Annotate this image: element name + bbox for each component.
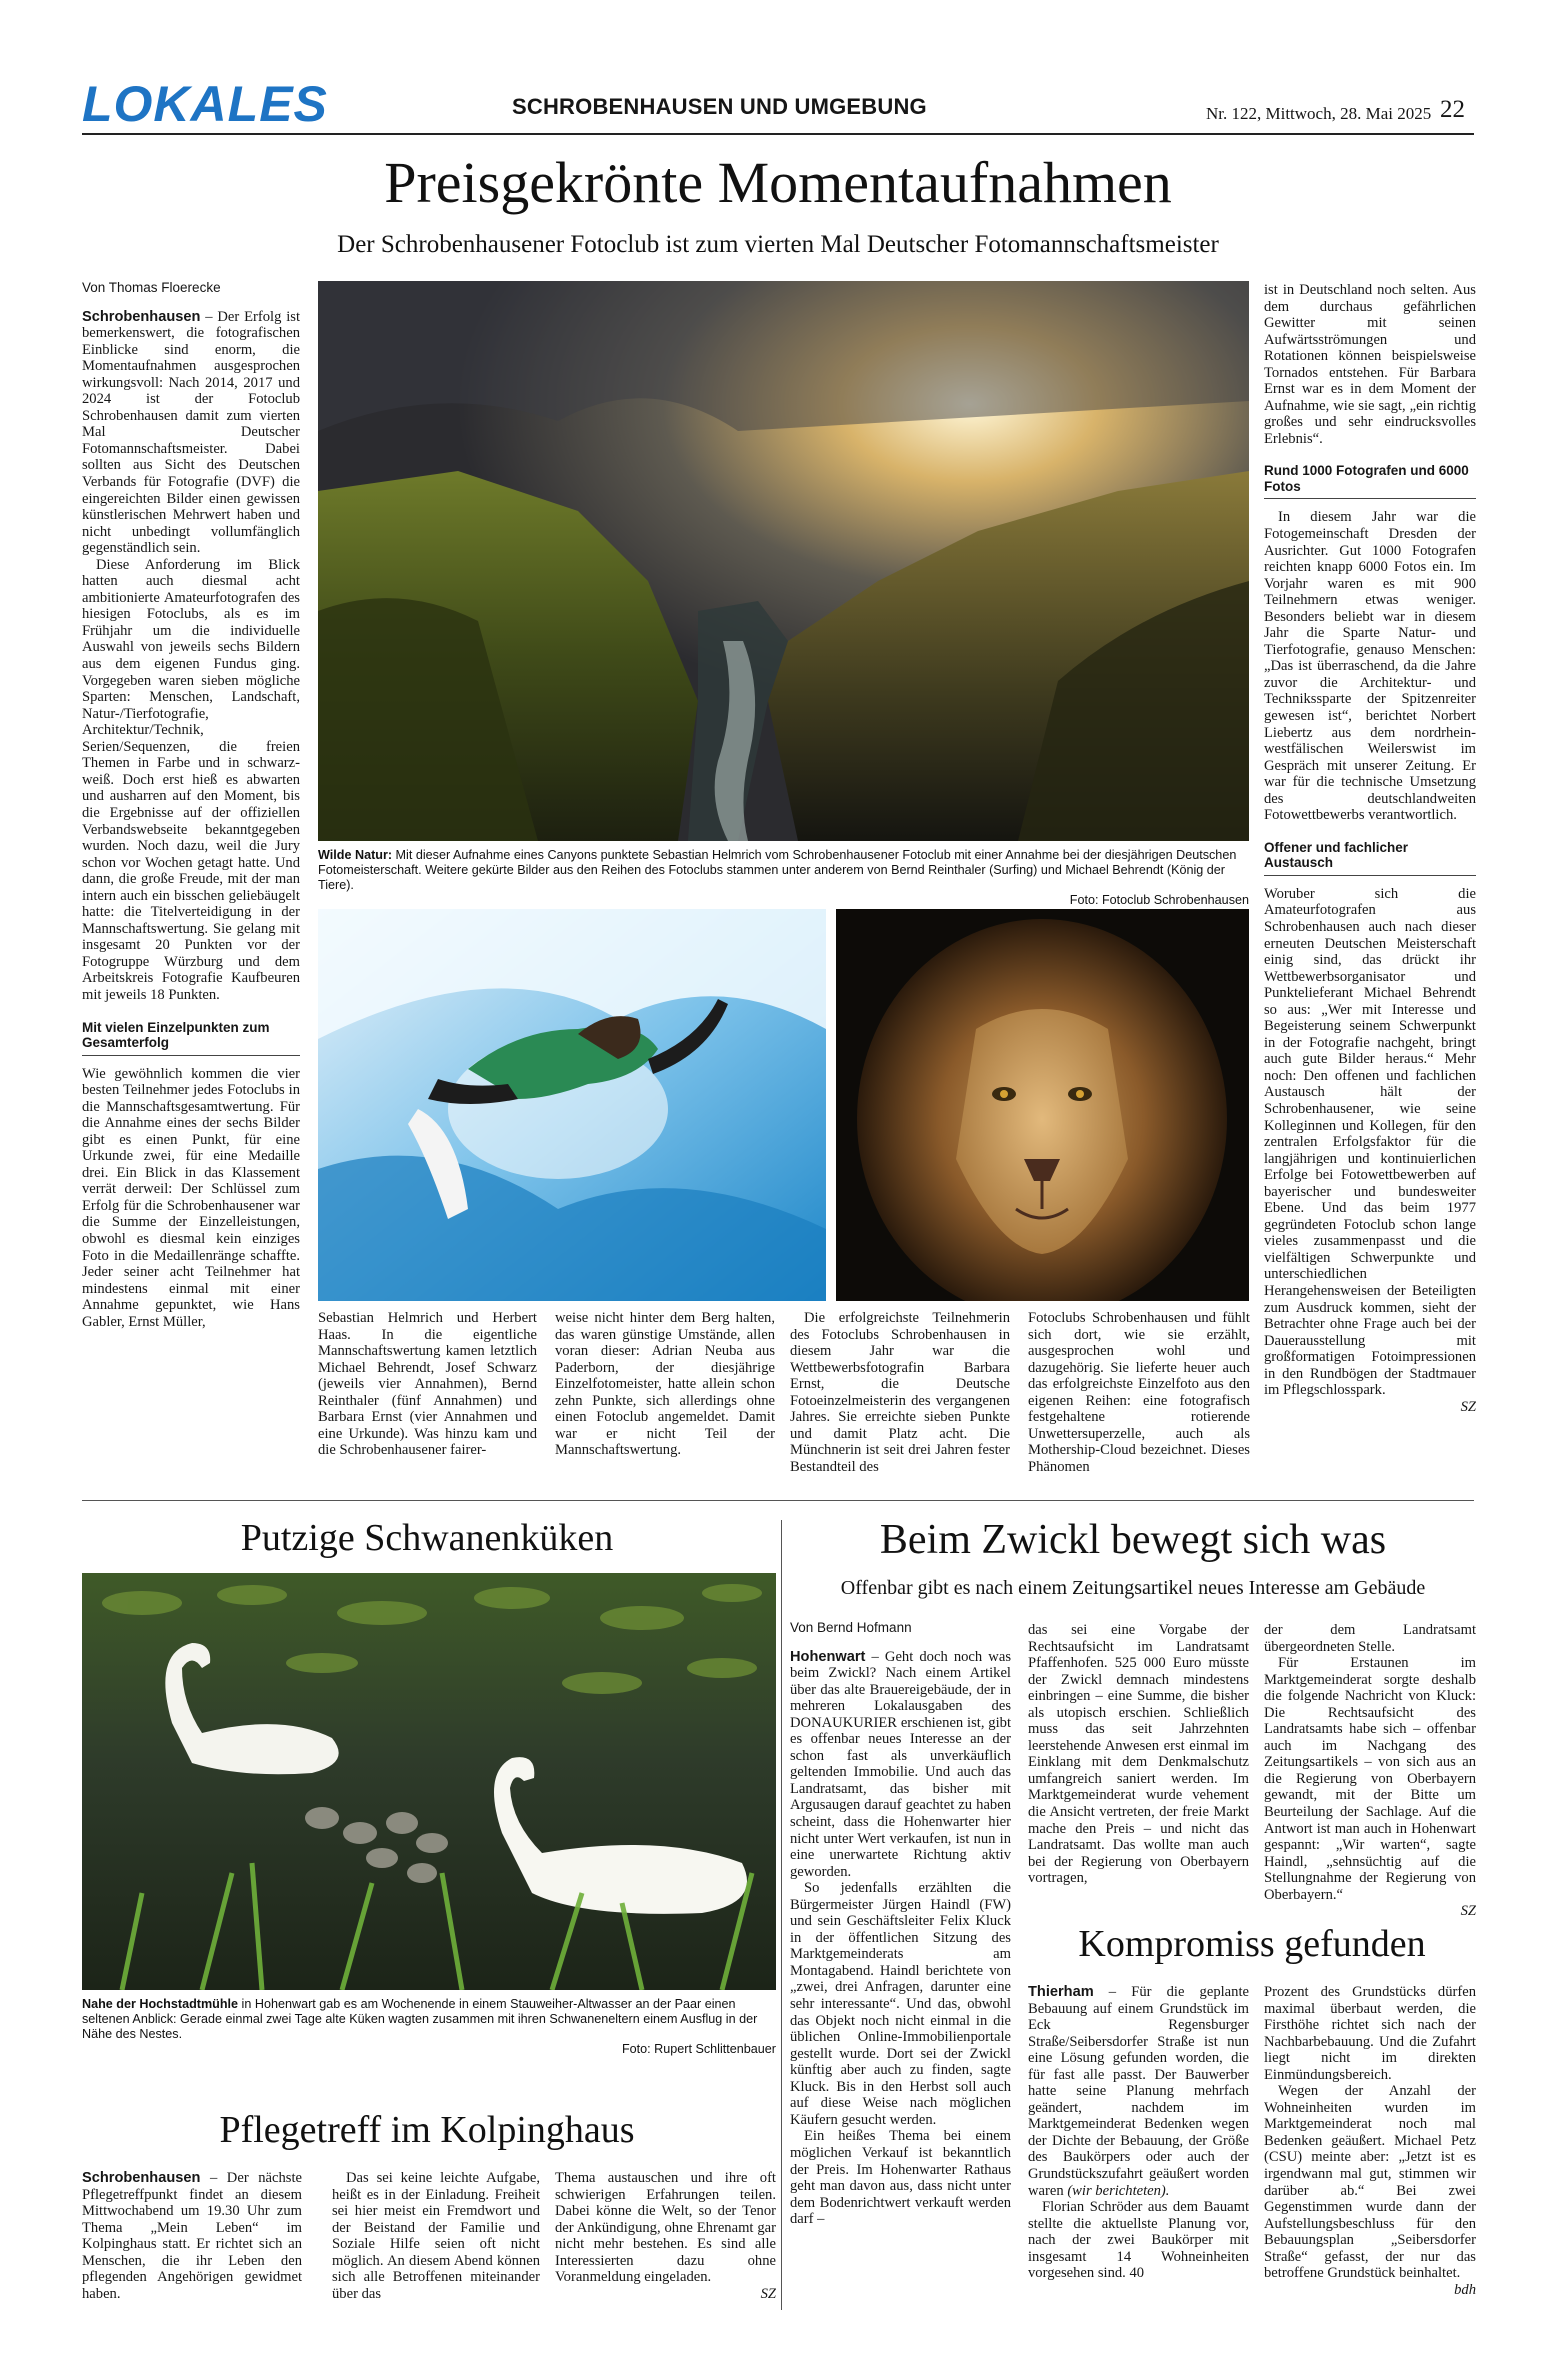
kolping-column-1: Schrobenhausen – Der nächste Pflegetreffpunkt findet an diesem Mittwochabend um 19.30 Uhr zum Thema „Mein Leben“ im Kolpinghaus statt. Er richtet sich an Menschen, die ihr Leben den pflegenden Angehörigen gewidmet haben. — [82, 2170, 302, 2302]
zwickl-subhead: Offenbar gibt es nach einem Zeitungsartikel neues Interesse am Gebäude — [840, 1577, 1426, 1599]
section-divider-horizontal — [82, 1500, 1474, 1501]
zwickl-signature: SZ — [1460, 1903, 1476, 1920]
swans-headline: Putzige Schwanenküken — [240, 1517, 614, 1559]
lion-photo — [836, 909, 1249, 1301]
section-divider-vertical — [781, 1520, 782, 2310]
lead-dateline: Schrobenhausen — [82, 308, 201, 325]
kolping-headline: Pflegetreff im Kolpinghaus — [219, 2109, 635, 2151]
page-number: 22 — [1440, 96, 1465, 123]
kolping-column-3: Thema austauschen und ihre oft schwierigen Erfahrungen teilen. Dabei könne die Welt, so der Tenor der Ankündigung, ohne Ehrenamt gar nicht mehr bestehen. Es sind alle Interessierten dazu ohne Voranmeldung eingeladen. SZ — [555, 2170, 776, 2302]
lead-byline: Von Thomas Floerecke — [82, 280, 221, 295]
lead-column-5: Fotoclubs Schrobenhausen und fühlt sich dort, wie sie erzählt, ausgesprochen wohl und dazugehörig. Sie lieferte heuer auch das erfolgreichste Einzelfoto aus den eigenen Reihen: eine fotografisch festgehaltene rotierende Unwettersuperzelle, auch als Mothership-Cloud bezeichnet. Dieses Phänomen — [1028, 1310, 1250, 1475]
lead-column-4: Die erfolgreichste Teilnehmerin des Fotoclubs Schrobenhausen in diesem Jahr war die Wettbewerbsfotografin Barbara Ernst, die Deutsche Fotoeinzelmeisterin des vergangenen Jahres. Sie erreichte sieben Punkte und damit Platz acht. Die Münchnerin ist seit drei Jahren fester Bestandteil des — [790, 1310, 1010, 1475]
lead-subhead: Der Schrobenhausener Fotoclub ist zum vierten Mal Deutscher Fotomannschaftsmeister — [337, 231, 1219, 258]
kompromiss-column-1: Thierham – Für die geplante Bebauung auf einem Grundstück im Eck Regensburger Straße/Seibersdorfer Straße ist nun eine Lösung gefunden worden, die für fast alle passt. Der Bauwerber hatte seine Planung mehrfach geändert, nachdem im Marktgemeinderat Bedenken wegen der Dichte der Bebauung, der Größe des Baukörpers oder auch der Grundstückszufahrt geäußert worden waren (wir berichteten). Florian Schröder aus dem Bauamt stellte die aktuellste Planung vor, nach der zwei Baukörper mit insgesamt 14 Wohneinheiten vorgesehen sind. 40 — [1028, 1984, 1249, 2282]
lead-signature: SZ — [1460, 1398, 1476, 1415]
lead-subheading-3: Offener und fachlicher Austausch — [1264, 840, 1476, 876]
swans-photo — [82, 1573, 776, 1990]
lead-subheading-1: Mit vielen Einzelpunkten zum Gesamterfolg — [82, 1020, 300, 1056]
canyon-photo-credit: Foto: Fotoclub Schrobenhausen — [1069, 893, 1249, 907]
lead-column-6: ist in Deutschland noch selten. Aus dem durchaus gefährlichen Gewitter mit seinen Aufwärtsströmungen und Rotationen können beispielsweise Tornados entstehen. Für Barbara Ernst war es in dem Moment der Aufnahme, wie sie sagt, „ein richtig großes und sehr eindrucksvolles Erlebnis“. Rund 1000 Fotografen und 6000 Fotos In diesem Jahr war die Fotogemeinschaft Dresden der Ausrichter. Gut 1000 Fotografen reichten knapp 6000 Fotos ein. Im Vorjahr waren es mit 900 Teilnehmern etwas weniger. Besonders beliebt war in diesem Jahr die Sparte Natur- und Tierfotografie, genauso Menschen: „Das ist überraschend, da die Jahre zuvor die Architektur- und Technikssparte der Spitzenreiter gewesen ist“, berichtet Norbert Liebertz aus dem nordrhein-westfälischen Weilerswist im Gespräch mit unserer Zeitung. Er war für die technische Umsetzung des deutschlandweiten Fotowettbewerbs verantwortlich. Offener und fachlicher Austausch Woruber sich die Amateurfotografen aus Schrobenhausen auch nach dieser erneuten Deutschen Meisterschaft einig sind, das drückt ihr Wettbewerbsorganisator und Punktelieferant Michael Behrendt so aus: „Wer mit Interesse und Begeisterung seinem Schwerpunkt in der Fotografie nachgeht, bringt auch gute Bilder heraus.“ Mehr noch: Den offenen und fachlichen Austausch hält der Schrobenhausener, wie seine Kolleginnen und Kollegen, für den zentralen Erfolgsfaktor für die langjährigen und kontinuierlichen Erfolge bei Fotowettbewerben auf bayerischer und bundesweiter Ebene. Und das beim 1977 gegründeten Fotoclub schon lange vieles zusammenpasst und die vielfältigen Schwerpunkte und unterschiedlichen Herangehensweisen der Beteiligten zum Ausdruck kommen, sieht der Betrachter ohne Frage auch bei der Dauerausstellung mit großformatigen Fotoimpressionen in den Rundbögen der Stadtmauer im Pflegschlosspark. SZ — [1264, 282, 1476, 1415]
lead-headline: Preisgekrönte Momentaufnahmen — [384, 150, 1172, 215]
lead-column-3: weise nicht hinter dem Berg halten, das waren günstige Umstände, allen voran dieser: Adrian Neuba aus Paderborn, der diesjährige Einzelfotomeister, hatte allein schon zehn Punkte, sich allerdings ohne einen Fotoclub angemeldet. Damit war er nicht Teil der Mannschaftswertung. — [555, 1310, 775, 1459]
kolping-signature: SZ — [760, 2285, 776, 2302]
lead-column-1: Von Thomas Floerecke Schrobenhausen – Der Erfolg ist bemerkenswert, die fotografischen Einblicke sind enorm, die Momentaufnahmen ausgesprochen wirkungsvoll: Nach 2014, 2017 und 2024 ist der Fotoclub Schrobenhausen damit zum vierten Mal Deutscher Fotomannschaftsmeister. Dabei sollten aus Sicht des Deutschen Verbands für Fotografie (DVF) die eingereichten Bilder einen gewissen künstlerischen Mehrwert haben und nicht unbedingt vollumfänglich gegenständlich sein. Diese Anforderung im Blick hatten auch diesmal acht ambitionierte Amateurfotografen des hiesigen Fotoclubs, als es im Frühjahr um die individuelle Auswahl von jeweils sechs Bildern aus dem eigenen Fundus ging. Vorgegeben waren sieben mögliche Sparten: Menschen, Landschaft, Natur-/Tierfotografie, Architektur/Technik, Serien/Sequenzen, die freien Themen in Farbe und in schwarz-weiß. Doch erst hieß es abwarten und ausharren auf den Moment, bis die Ergebnisse auf der offiziellen Verbandswebseite bekanntgegeben wurden. Noch dazu, weil die Jury schon vor Wochen getagt hatte. Und dann, die große Freude, mit der man intern auch ein bisschen geliebäugelt hatte: die Titelverteidigung in der Mannschaftswertung. Sie gelang mit insgesamt 20 Punkten vor der Fotogruppe Würzburg und dem Arbeitskreis Fotografie Kaufbeuren mit jeweils 18 Punkten. Mit vielen Einzelpunkten zum Gesamterfolg Wie gewöhnlich kommen die vier besten Teilnehmer jedes Fotoclubs in die Mannschaftsgesamtwertung. Für die Annahme eines der sechs Bilder gibt es einen Punkt, für eine Urkunde zwei, für eine Medaille drei. Ein Blick in das Klassement verrät derweil: Der Schlüssel zum Erfolg für die Schrobenhausener war die Summe der Einzelleistungen, obwohl es diesmal kein einziges Foto in die Medaillenränge schaffte. Jeder seiner acht Teilnehmer hat mindestens einmal mit einer Annahme gepunktet, wie Hans Gabler, Ernst Müller, — [82, 280, 300, 1330]
kompromiss-dateline: Thierham — [1028, 1984, 1094, 2000]
masthead-rule — [82, 133, 1474, 135]
canyon-photo — [318, 281, 1249, 841]
zwickl-byline: Von Bernd Hofmann — [790, 1620, 912, 1635]
kompromiss-column-2: Prozent des Grundstücks dürfen maximal überbaut werden, die Firsthöhe richtet sich nach der Nachbarbebauung. Und die Zufahrt liegt nicht im direkten Einmündungsbereich. Wegen der Anzahl der Wohneinheiten wurden im Marktgemeinderat noch mal Bedenken geäußert. Michael Petz (CSU) meinte aber: „Jetzt ist es irgendwann mal gut, stimmen wir darüber ab.“ Bei zwei Gegenstimmen wurde dann der Aufstellungsbeschluss für den Bebauungsplan „Seibersdorfer Straße“ gefasst, der nur das betroffene Grundstück beinhaltet. bdh — [1264, 1984, 1476, 2298]
zwickl-headline: Beim Zwickl bewegt sich was — [879, 1517, 1387, 1563]
zwickl-dateline: Hohenwart — [790, 1648, 866, 1665]
swans-photo-caption: Nahe der Hochstadtmühle in Hohenwart gab es am Wochenende in einem Stauweiher-Altwasser an der Paar einen seltenen Anblick: Gerade einmal zwei Tage alte Küken wagten zusammen mit ihren Schwaneneltern einem Ausflug in der Nähe des Nestes. Foto: Rupert Schlittenbauer — [82, 1997, 776, 2056]
kolping-column-2: Das sei keine leichte Aufgabe, heißt es in der Einladung. Freiheit sei hier meist ein Fremdwort und der Beistand der Familie und Soziale Hilfe seien oft nicht möglich. An diesem Abend können sich alle Betroffenen miteinander über das — [332, 2170, 540, 2302]
kompromiss-signature: bdh — [1454, 2281, 1476, 2298]
section-logo: LOKALES — [82, 76, 328, 132]
zwickl-column-2: das sei eine Vorgabe der Rechtsaufsicht im Landratsamt Pfaffenhofen. 525 000 Euro müsste der Zwickl demnach mindestens einbringen – eine Summe, die bisher als utopisch erschien. Schließlich muss das seit Jahrzehnten leerstehende Anwesen erst einmal im Einklang mit dem Denkmalschutz umfangreich saniert werden. Im Marktgemeinderat wurde vehement die Ansicht vertreten, der freie Markt mache den Preis – und nicht das Landratsamt. Das wollte man auch bei der Regierung von Oberbayern vortragen, — [1028, 1622, 1249, 1887]
kolping-dateline: Schrobenhausen — [82, 2170, 201, 2186]
lead-subheading-2: Rund 1000 Fotografen und 6000 Fotos — [1264, 463, 1476, 499]
issue-date: Nr. 122, Mittwoch, 28. Mai 2025 — [1206, 104, 1432, 123]
zwickl-column-1: Von Bernd Hofmann Hohenwart – Geht doch noch was beim Zwickl? Nach einem Artikel über das alte Brauereigebäude, der in mehreren Lokalausgaben des DONAUKURIER erschienen ist, gibt es offenbar neues Interesse an der schon fast als unverkäuflich geltenden Immobilie. Und auch das Landratsamt, das bisher mit Argusaugen darauf geachtet zu haben scheint, dass die Hohenwarter hier nicht unter Wert verkaufen, ist nun in eine unerwartete Richtung aktiv geworden. So jedenfalls erzählten die Bürgermeister Jürgen Haindl (FW) und sein Geschäftsleiter Felix Kluck in der öffentlichen Sitzung des Marktgemeinderats am Montagabend. Haindl berichtete von „zwei, drei Anfragen, darunter eine sehr interessante“. Und das, obwohl das Objekt noch nicht einmal in die üblichen Online-Immobilienportale gestellt wurde. Dort sei der Zwickl künftig aber auch zu finden, sagte Kluck. Bis in den Herbst soll auch auf diese Weise nach möglichen Käufern gesucht werden. Ein heißes Thema bei einem möglichen Verkauf ist bekanntlich der Preis. Im Hohenwarter Rathaus geht man davon aus, dass nicht unter dem Bodenrichtwert verkauft werden darf – — [790, 1620, 1011, 2228]
kompromiss-headline: Kompromiss gefunden — [1078, 1923, 1426, 1965]
swans-photo-credit: Foto: Rupert Schlittenbauer — [621, 2042, 776, 2056]
zwickl-column-3: der dem Landratsamt übergeordneten Stelle. Für Erstaunen im Marktgemeinderat sorgte deshalb die folgende Nachricht von Kluck: Die Rechtsaufsicht des Landratsamts habe sich – offenbar auch im Nachgang des Zeitungsartikels – von sich aus an die Regierung von Oberbayern gewandt, mit der Bitte um Beurteilung der Sachlage. Auf die Antwort ist man auch in Hohenwart gespannt: „Wir warten“, sagte Haindl, „sehnsüchtig auf die Stellungnahme der Regierung von Oberbayern.“ SZ — [1264, 1622, 1476, 1920]
surfing-photo — [318, 909, 826, 1301]
region-title: SCHROBENHAUSEN UND UMGEBUNG — [512, 94, 927, 119]
lead-column-2: Sebastian Helmrich und Herbert Haas. In die eigentliche Mannschaftswertung kamen letztlich Michael Behrendt, Josef Schwarz (jeweils vier Annahmen), Bernd Reinthaler (fünf Annahmen) und Barbara Ernst (vier Annahmen und eine Urkunde). Was hinzu kam und die Schrobenhausener fairer- — [318, 1310, 537, 1459]
canyon-photo-caption: Wilde Natur: Mit dieser Aufnahme eines Canyons punktete Sebastian Helmrich vom Schrobenhausener Fotoclub mit einer Annahme bei der diesjährigen Deutschen Fotomeisterschaft. Weitere gekürte Bilder aus den Reihen des Fotoclubs stammen unter anderem von Bernd Reinthaler (Surfing) und Michael Behrendt (König der Tiere). Foto: Fotoclub Schrobenhausen — [318, 848, 1249, 907]
